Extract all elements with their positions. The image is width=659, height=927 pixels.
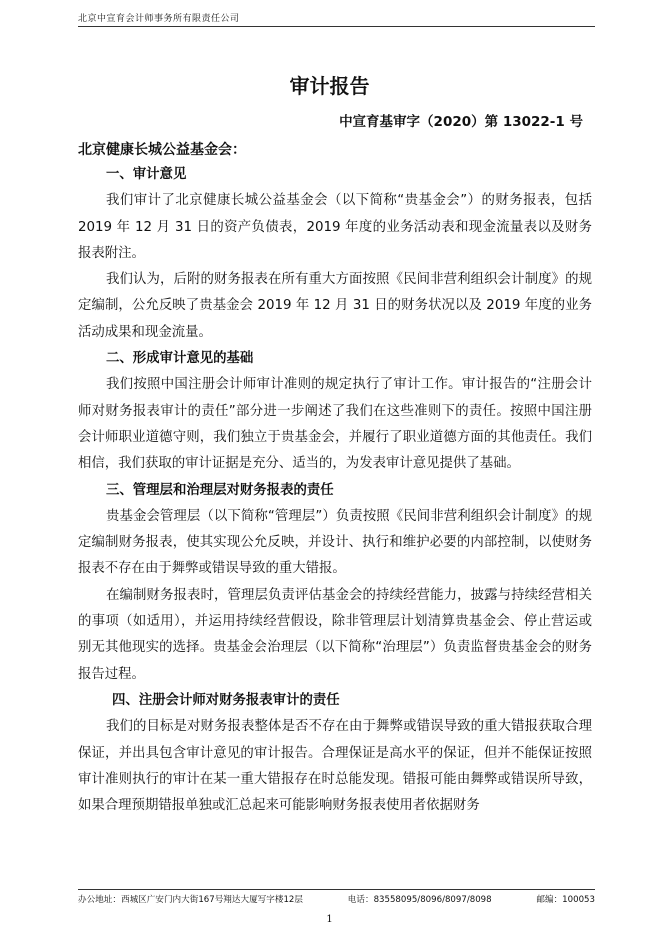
footer-phone: 电话：83558095/8096/8097/8098 bbox=[347, 895, 492, 905]
footer bbox=[78, 893, 595, 905]
paragraph: 贵基金会管理层（以下简称“管理层”）负责按照《民间非营利组织会计制度》的规定编制财务报表，使其实现公允反映，并设计、执行和维护必要的内部控制，以使财务报表不存在由于舞弊或错误导致的重大错报。 bbox=[78, 508, 592, 577]
footer-divider bbox=[78, 889, 595, 890]
header-divider bbox=[78, 26, 595, 27]
section-heading: 四、注册会计师对财务报表审计的责任 bbox=[112, 692, 340, 708]
footer-postcode: 邮编：100053 bbox=[536, 895, 595, 905]
paragraph: 我们认为，后附的财务报表在所有重大方面按照《民间非营利组织会计制度》的规定编制，公允反映了贵基金会 2019 年 12 月 31 日的财务状况以及 2019 年度的业务活动成果和现金流量。 bbox=[78, 272, 592, 340]
addressee: 北京健康长城公益基金会： bbox=[78, 142, 246, 158]
section-heading: 三、管理层和治理层对财务报表的责任 bbox=[106, 482, 334, 498]
footer-address: 办公地址：西城区广安门内大街167号翔达大厦写字楼12层 bbox=[78, 895, 303, 905]
section-heading: 一、审计意见 bbox=[106, 167, 187, 182]
header-firm-name: 北京中宣育会计师事务所有限责任公司 bbox=[78, 14, 240, 24]
document-title: 审计报告 bbox=[289, 74, 370, 98]
paragraph: 我们的目标是对财务报表整体是否不存在由于舞弊或错误导致的重大错报获取合理保证，并出具包含审计意见的审计报告。合理保证是高水平的保证，但并不能保证按照审计准则执行的审计在某一重大错报存在时总能发现。错报可能由舞弊或错误所导致，如果合理预期错报单独或汇总起来可能影响财务报表使用者依据财务 bbox=[78, 719, 592, 814]
report-reference-number: 中宣育基审字（2020）第 13022-1 号 bbox=[339, 114, 583, 130]
paragraph: 我们按照中国注册会计师审计准则的规定执行了审计工作。审计报告的“注册会计师对财务报表审计的责任”部分进一步阐述了我们在这些准则下的责任。按照中国注册会计师职业道德守则，我们独立于贵基金会，并履行了职业道德方面的其他责任。我们相信，我们获取的审计证据是充分、适当的，为发表审计意见提供了基础。 bbox=[78, 377, 592, 472]
page-number: 1 bbox=[326, 914, 333, 925]
section-heading: 二、形成审计意见的基础 bbox=[106, 351, 254, 367]
paragraph: 在编制财务报表时，管理层负责评估基金会的持续经营能力，披露与持续经营相关的事项（如适用），并运用持续经营假设，除非管理层计划清算贵基金会、停止营运或别无其他现实的选择。贵基金会治理层（以下简称“治理层”）负责监督贵基金会的财务报告过程。 bbox=[78, 587, 592, 682]
report-body bbox=[78, 162, 592, 819]
paragraph: 我们审计了北京健康长城公益基金会（以下简称“贵基金会”）的财务报表，包括 2019 年 12 月 31 日的资产负债表，2019 年度的业务活动表和现金流量表以及财务报表附注。 bbox=[78, 193, 592, 261]
